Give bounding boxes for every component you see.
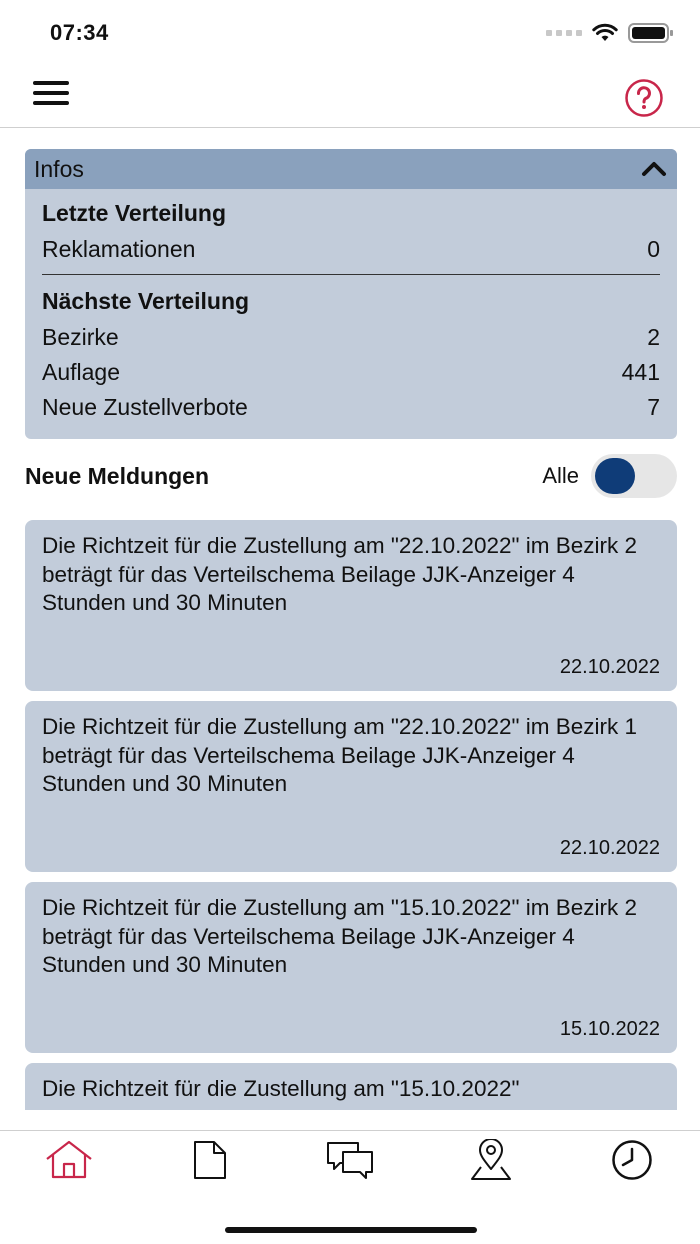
info-row-complaints	[42, 233, 660, 268]
next-distribution-title: Nächste Verteilung	[42, 288, 250, 314]
status-time: 07:34	[50, 20, 109, 45]
help-icon	[624, 78, 664, 118]
tab-history[interactable]	[602, 1135, 662, 1185]
message-card[interactable]	[25, 701, 677, 872]
message-text: Die Richtzeit für die Zustellung am "15.10.2022"	[42, 1076, 520, 1101]
message-date: 15.10.2022	[559, 1018, 660, 1040]
info-row-value: 441	[621, 359, 660, 385]
news-title: Neue Meldungen	[25, 462, 210, 489]
message-card[interactable]	[25, 520, 677, 691]
info-panel	[25, 149, 677, 439]
clock-icon	[611, 1139, 653, 1181]
chevron-up-icon[interactable]	[641, 160, 667, 178]
info-row-circulation	[42, 356, 660, 391]
show-all-toggle[interactable]	[591, 454, 677, 498]
info-row-label: Auflage	[42, 359, 121, 385]
tab-home[interactable]	[39, 1135, 99, 1185]
status-bar	[0, 0, 700, 64]
info-row-delivery-bans	[42, 391, 660, 426]
info-row-districts	[42, 321, 660, 356]
tab-map[interactable]	[461, 1135, 521, 1185]
last-distribution-title: Letzte Verteilung	[42, 200, 227, 226]
toggle-knob	[595, 458, 635, 494]
tab-documents[interactable]	[180, 1135, 240, 1185]
top-bar	[0, 64, 700, 128]
message-date: 22.10.2022	[559, 837, 660, 859]
info-row-label: Reklamationen	[42, 236, 196, 262]
news-header	[25, 453, 677, 499]
message-list[interactable]	[25, 520, 677, 1110]
message-text: Die Richtzeit für die Zustellung am "22.10.2022" im Bezirk 1 beträgt für das Verteilschema Beilage JJK-Anzeiger 4 Stunden und 30 Minuten	[42, 714, 637, 796]
help-button[interactable]	[624, 78, 664, 118]
map-pin-icon	[469, 1139, 513, 1181]
wifi-icon	[592, 23, 618, 43]
filter-label: Alle	[542, 463, 579, 488]
message-text: Die Richtzeit für die Zustellung am "22.10.2022" im Bezirk 2 beträgt für das Verteilschema Beilage JJK-Anzeiger 4 Stunden und 30 Minuten	[42, 533, 637, 615]
battery-icon	[628, 22, 674, 44]
document-icon	[192, 1140, 228, 1180]
message-card[interactable]	[25, 1063, 677, 1110]
message-text: Die Richtzeit für die Zustellung am "15.10.2022" im Bezirk 2 beträgt für das Verteilschema Beilage JJK-Anzeiger 4 Stunden und 30 Minuten	[42, 895, 637, 977]
menu-button[interactable]	[33, 81, 71, 109]
chat-icon	[326, 1140, 374, 1180]
home-indicator	[225, 1227, 477, 1233]
message-card[interactable]	[25, 882, 677, 1053]
info-row-value: 2	[647, 324, 660, 350]
info-row-label: Bezirke	[42, 324, 119, 350]
info-row-value: 0	[647, 236, 660, 262]
tab-messages[interactable]	[320, 1135, 380, 1185]
cellular-signal-icon	[546, 30, 582, 36]
status-icons	[546, 22, 674, 44]
divider	[42, 274, 660, 275]
info-row-label: Neue Zustellverbote	[42, 394, 248, 420]
info-panel-header[interactable]	[25, 149, 677, 189]
home-icon	[44, 1140, 94, 1180]
filter-group	[542, 454, 677, 498]
info-row-value: 7	[647, 394, 660, 420]
info-panel-body	[25, 189, 677, 426]
info-panel-title: Infos	[34, 155, 84, 182]
message-date: 22.10.2022	[559, 656, 660, 678]
